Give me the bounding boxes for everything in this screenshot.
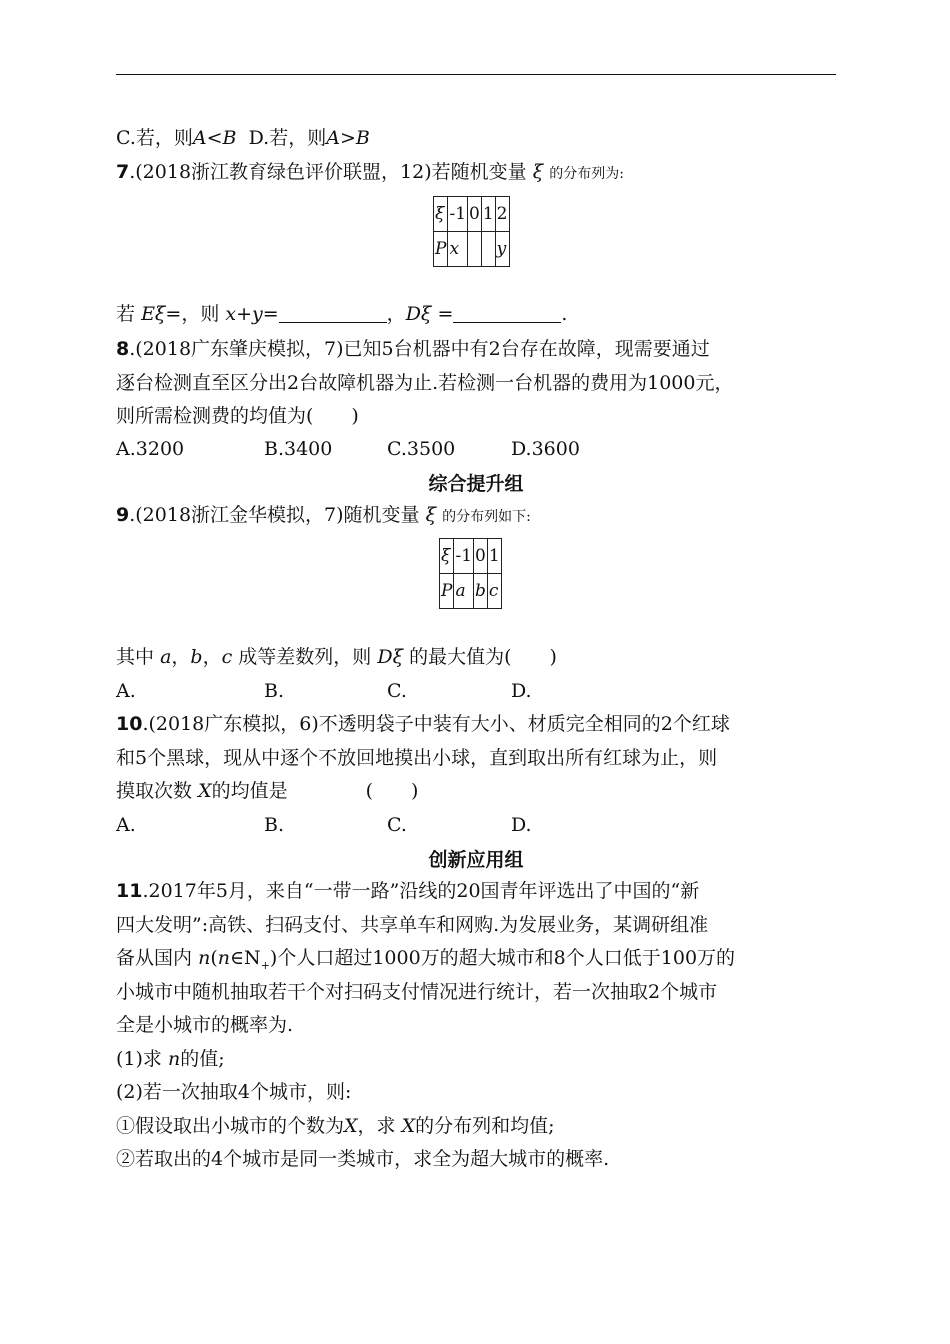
- table-row: [440, 574, 502, 609]
- table-cell: [481, 232, 495, 267]
- option-a[interactable]: A.3200: [116, 438, 185, 460]
- option-a[interactable]: A.: [116, 814, 136, 836]
- question-8: 8.(2018广东肇庆模拟，7)已知5台机器中有2台存在故障，现需要通过: [116, 338, 710, 360]
- table-cell: P: [434, 232, 448, 267]
- table-cell: a: [454, 574, 474, 609]
- question-10: 10.(2018广东模拟，6)不透明袋子中装有大小、材质完全相同的2个红球: [116, 713, 730, 735]
- table-row: [434, 197, 510, 232]
- q7-fill-line: 若 Eξ=，则 x+y= ，Dξ = .: [116, 303, 568, 325]
- option-c[interactable]: C.: [387, 814, 407, 836]
- table-cell: P: [440, 574, 454, 609]
- option-d[interactable]: D.: [511, 814, 532, 836]
- table-cell: 1: [487, 539, 501, 574]
- table-cell: x: [448, 232, 468, 267]
- q9-options: [116, 678, 532, 704]
- table-cell: [468, 232, 482, 267]
- table-cell: ξ: [434, 197, 448, 232]
- option-b[interactable]: B.: [264, 814, 285, 836]
- option-c[interactable]: C.: [387, 680, 407, 702]
- table-cell: b: [474, 574, 488, 609]
- question-8-line-3: 则所需检测费的均值为( ): [116, 405, 359, 427]
- option-b[interactable]: B.: [264, 680, 285, 702]
- option-c[interactable]: C.3500: [387, 438, 456, 460]
- question-11-part-2-i: ①假设取出小城市的个数为X，求 X的分布列和均值;: [116, 1115, 555, 1137]
- table-cell: 0: [474, 539, 488, 574]
- question-10-line-2: 和5个黑球，现从中逐个不放回地摸出小球，直到取出所有红球为止，则: [116, 747, 718, 769]
- table-cell: c: [487, 574, 501, 609]
- question-11-line-4: 小城市中随机抽取若干个对扫码支付情况进行统计，若一次抽取2个城市: [116, 981, 718, 1003]
- question-11-line-5: 全是小城市的概率为.: [116, 1014, 294, 1036]
- question-7: 7.(2018浙江教育绿色评价联盟，12)若随机变量 ξ 的分布列为:: [116, 161, 624, 183]
- question-11: 11.2017年5月，来自“一带一路”沿线的20国青年评选出了中国的“新: [116, 880, 700, 902]
- header-rule: [116, 74, 836, 75]
- question-9: 9.(2018浙江金华模拟，7)随机变量 ξ 的分布列如下:: [116, 504, 531, 526]
- table-cell: -1: [454, 539, 474, 574]
- table-cell: 0: [468, 197, 482, 232]
- q9-question-line: 其中 a，b，c 成等差数列，则 Dξ 的最大值为( ): [116, 646, 557, 668]
- option-b[interactable]: B.3400: [264, 438, 333, 460]
- question-8-line-2: 逐台检测直至区分出2台故障机器为止.若检测一台机器的费用为1000元，: [116, 372, 734, 394]
- option-d[interactable]: D.3600: [511, 438, 580, 460]
- question-11-part-1: (1)求 n的值;: [116, 1048, 225, 1070]
- table-row: [440, 539, 502, 574]
- table-row: [434, 232, 510, 267]
- table-cell: y: [495, 232, 509, 267]
- q8-options: [116, 436, 580, 462]
- question-11-line-3: 备从国内 $n(n\in N_+)$个人口超过1000万的超大城市和8个人口低于100万的: [116, 947, 736, 972]
- answer-blank-1[interactable]: [279, 302, 387, 323]
- question-10-line-3: 摸取次数 X的均值是 ( ): [116, 780, 419, 802]
- q9-distribution-table: [439, 538, 502, 609]
- q10-options: [116, 812, 532, 838]
- question-11-part-2-ii: ②若取出的4个城市是同一类城市，求全为超大城市的概率.: [116, 1148, 610, 1170]
- answer-blank-2[interactable]: [453, 302, 561, 323]
- table-cell: -1: [448, 197, 468, 232]
- table-cell: ξ: [440, 539, 454, 574]
- table-cell: 1: [481, 197, 495, 232]
- option-a[interactable]: A.: [116, 680, 136, 702]
- section-heading-innovation: 创新应用组: [428, 849, 524, 871]
- q7-distribution-table: [433, 196, 510, 267]
- q6-options-cd: C.若，则A<B D.若，则A>B: [116, 127, 370, 149]
- option-d[interactable]: D.: [511, 680, 532, 702]
- section-heading-comprehensive: 综合提升组: [428, 473, 524, 495]
- question-11-line-2: 四大发明”:高铁、扫码支付、共享单车和网购.为发展业务，某调研组准: [116, 914, 709, 936]
- table-cell: 2: [495, 197, 509, 232]
- question-11-part-2: (2)若一次抽取4个城市，则:: [116, 1081, 352, 1103]
